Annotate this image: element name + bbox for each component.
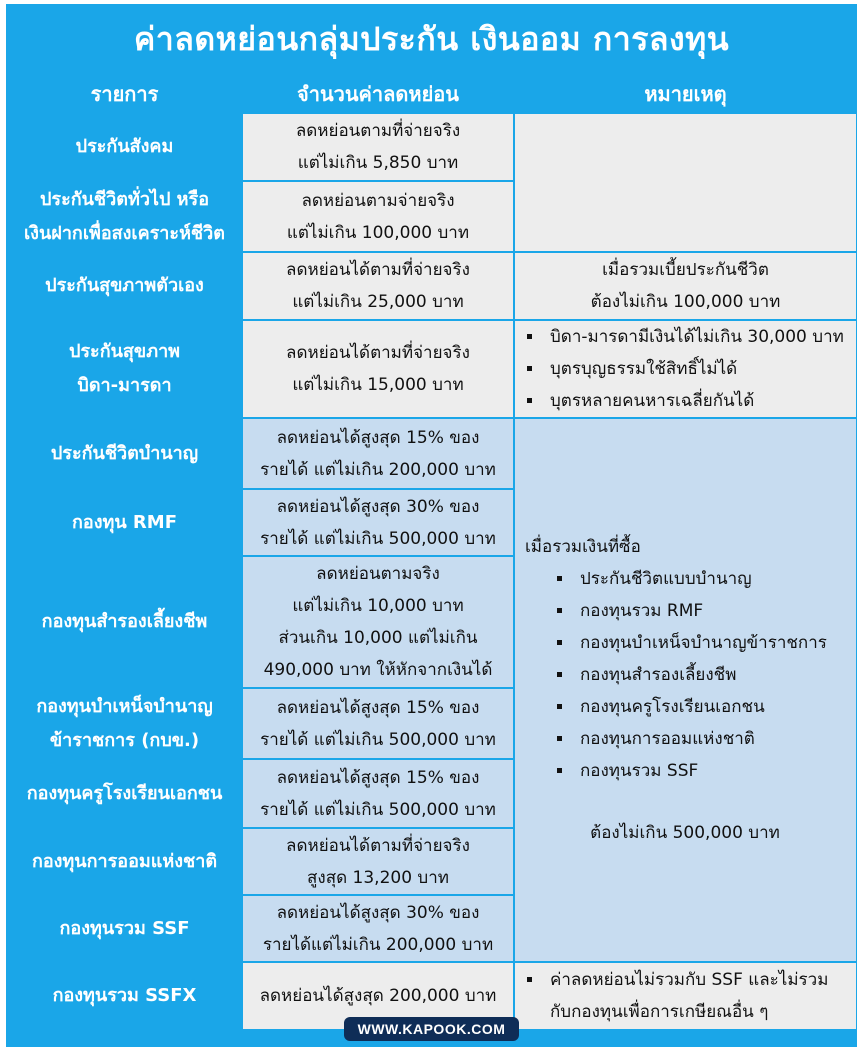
row-item: กองทุนการออมแห่งชาติ (8, 829, 241, 894)
footer (6, 1011, 857, 1047)
note-bullet: บิดา-มารดามีเงินได้ไม่เกิน 30,000 บาท (527, 321, 844, 353)
bullet-icon (527, 977, 532, 982)
row-amount: ลดหย่อนตามที่จ่ายจริง แต่ไม่เกิน 5,850 บาท (243, 114, 513, 180)
row-amount: ลดหย่อนตามจริง แต่ไม่เกิน 10,000 บาท ส่วนเกิน 10,000 แต่ไม่เกิน 490,000 บาท ให้หักจากเงินได้ (243, 557, 513, 687)
note-bullet: กองทุนครูโรงเรียนเอกชน (557, 691, 845, 723)
row-amount: ลดหย่อนตามจ่ายจริง แต่ไม่เกิน 100,000 บาท (243, 182, 513, 251)
row-amount: ลดหย่อนได้ตามที่จ่ายจริง แต่ไม่เกิน 15,000 บาท (243, 321, 513, 417)
notes-empty (515, 114, 856, 251)
row-amount: ลดหย่อนได้ตามที่จ่ายจริง สูงสุด 13,200 บาท (243, 829, 513, 894)
note-bullet: บุตรหลายคนหารเฉลี่ยกันได้ (527, 385, 754, 417)
note-bullet: บุตรบุญธรรมใช้สิทธิ์ไม่ได้ (527, 353, 737, 385)
row-item: กองทุนรวม SSF (8, 896, 241, 961)
header-amount: จำนวนค่าลดหย่อน (243, 76, 513, 112)
row-item: กองทุนสำรองเลี้ยงชีพ (8, 557, 241, 687)
notes-health-parents (515, 321, 856, 417)
bullet-icon (557, 672, 562, 677)
note-bullet: ประกันชีวิตแบบบำนาญ (557, 563, 845, 595)
bullet-icon (557, 768, 562, 773)
notes-retirement-group (515, 419, 856, 961)
row-amount: ลดหย่อนได้สูงสุด 15% ของ รายได้ แต่ไม่เกิน 500,000 บาท (243, 760, 513, 827)
bullet-icon (557, 704, 562, 709)
bullet-icon (527, 334, 532, 339)
row-item: ประกันชีวิตบำนาญ (8, 419, 241, 488)
deduction-table (8, 76, 856, 1022)
row-item: กองทุนรวม SSFX (8, 963, 241, 1029)
row-item: ประกันสุขภาพ บิดา-มารดา (8, 321, 241, 417)
row-item: ประกันสุขภาพตัวเอง (8, 253, 241, 319)
note-continuation: กับกองทุนเพื่อการเกษียณอื่น ๆ (550, 1002, 769, 1022)
row-amount: ลดหย่อนได้สูงสุด 15% ของ รายได้ แต่ไม่เกิน 500,000 บาท (243, 689, 513, 758)
note-total: ต้องไม่เกิน 500,000 บาท (590, 823, 780, 843)
row-item: ประกันสังคม (8, 114, 241, 180)
header-item: รายการ (8, 76, 241, 112)
bullet-icon (557, 576, 562, 581)
site-badge[interactable]: WWW.KAPOOK.COM (344, 1017, 520, 1041)
note-bullet: กองทุนบำเหน็จบำนาญข้าราชการ (557, 627, 845, 659)
note-bullet: กองทุนการออมแห่งชาติ (557, 723, 845, 755)
row-item: ประกันชีวิตทั่วไป หรือ เงินฝากเพื่อสงเคราะห์ชีวิต (8, 182, 241, 251)
row-amount: ลดหย่อนได้สูงสุด 30% ของ รายได้แต่ไม่เกิน 200,000 บาท (243, 896, 513, 961)
note-intro: เมื่อรวมเงินที่ซื้อ (525, 537, 641, 557)
notes-health-self: เมื่อรวมเบี้ยประกันชีวิต ต้องไม่เกิน 100,000 บาท (515, 253, 856, 319)
bullet-icon (557, 608, 562, 613)
note-bullet: กองทุนสำรองเลี้ยงชีพ (557, 659, 845, 691)
bullet-icon (527, 398, 532, 403)
infographic-frame (6, 4, 857, 1047)
note-bullet: ค่าลดหย่อนไม่รวมกับ SSF และไม่รวม (527, 964, 828, 996)
header-notes: หมายเหตุ (515, 76, 856, 112)
note-bullet: กองทุนรวม SSF (557, 755, 845, 787)
bullet-icon (557, 640, 562, 645)
row-amount: ลดหย่อนได้สูงสุด 30% ของ รายได้ แต่ไม่เกิน 500,000 บาท (243, 490, 513, 555)
bullet-icon (527, 366, 532, 371)
row-amount: ลดหย่อนได้ตามที่จ่ายจริง แต่ไม่เกิน 25,000 บาท (243, 253, 513, 319)
page-title: ค่าลดหย่อนกลุ่มประกัน เงินออม การลงทุน (133, 19, 730, 58)
note-bullet: กองทุนรวม RMF (557, 595, 845, 627)
bullet-icon (557, 736, 562, 741)
row-item: กองทุนบำเหน็จบำนาญ ข้าราชการ (กบข.) (8, 689, 241, 758)
row-item: กองทุนครูโรงเรียนเอกชน (8, 760, 241, 827)
row-amount: ลดหย่อนได้สูงสุด 200,000 บาท (243, 963, 513, 1029)
row-amount: ลดหย่อนได้สูงสุด 15% ของ รายได้ แต่ไม่เกิน 200,000 บาท (243, 419, 513, 488)
row-item: กองทุน RMF (8, 490, 241, 555)
